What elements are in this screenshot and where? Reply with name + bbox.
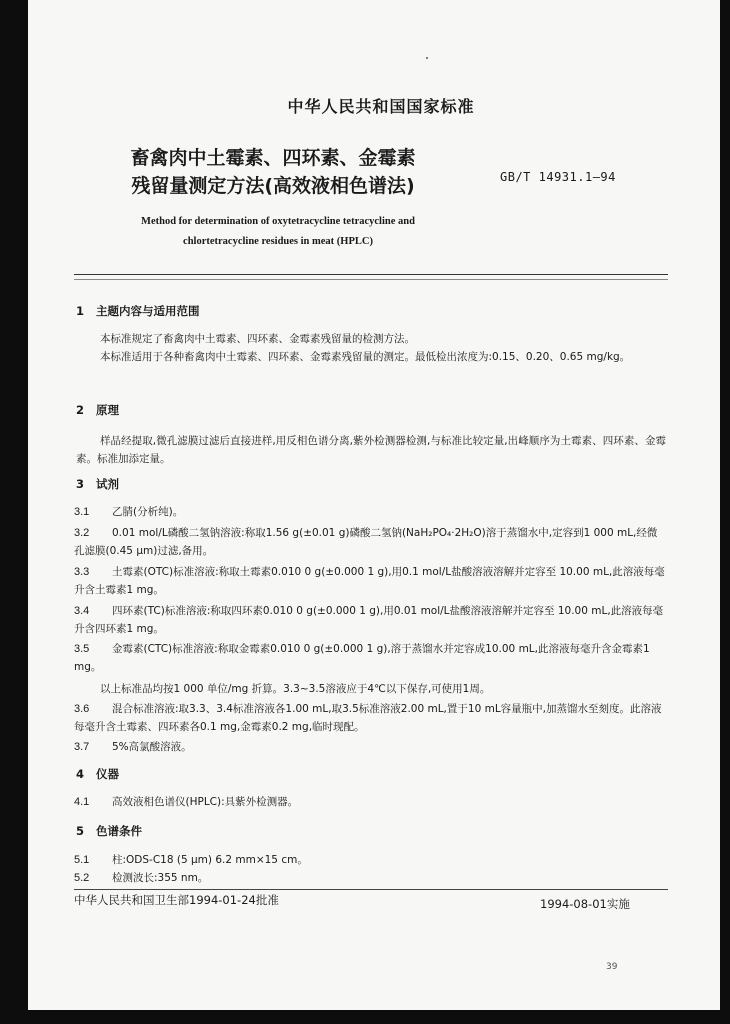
scan-speck (426, 57, 428, 59)
section-3-heading: 3 试剂 (76, 477, 119, 491)
list-item: 5.2 检测波长:355 nm。 (74, 872, 209, 884)
section-3-note: 以上标准品均按1 000 单位/mg 折算。3.3~3.5溶液应于4℃以下保存,可使用1周。 (100, 683, 491, 695)
list-item: 3.6 混合标准溶液:取3.3、3.4标准溶液各1.00 mL,取3.5标准溶液2.00 mL,置于10 mL容量瓶中,加蒸馏水至刻度。此溶液每毫升含土霉素、四环素各0.1 mg,金霉素0.2 mg,临时现配。 (74, 703, 662, 733)
list-item: 3.4 四环素(TC)标准溶液:称取四环素0.010 0 g(±0.000 1 g),用0.01 mol/L盐酸溶液溶解并定容至 10.00 mL,此溶液每毫升含四环素1 mg。 (74, 605, 664, 635)
section-2-paragraph-1: 样品经提取,微孔滤膜过滤后直接进样,用反相色谱分离,紫外检测器检测,与标准比较定量,出峰顺序为土霉素、四环素、金霉素。标准加添定量。 (76, 435, 666, 465)
header-divider-2 (74, 279, 668, 280)
list-item: 5.1 柱:ODS-C18 (5 μm) 6.2 mm×15 cm。 (74, 854, 308, 866)
section-1-heading: 1 主题内容与适用范围 (76, 304, 200, 318)
section-1-paragraph-2: 本标准适用于各种畜禽肉中土霉素、四环素、金霉素残留量的测定。最低检出浓度为:0.15、0.20、0.65 mg/kg。 (100, 351, 631, 363)
footer-divider (74, 889, 668, 890)
list-item: 3.7 5%高氯酸溶液。 (74, 741, 192, 753)
title-en-line-1: Method for determination of oxytetracycline tetracycline and (141, 216, 415, 227)
section-5-heading: 5 色谱条件 (76, 824, 142, 838)
section-4-heading: 4 仪器 (76, 767, 119, 781)
document-page (28, 0, 720, 1010)
list-item: 3.2 0.01 mol/L磷酸二氢钠溶液:称取1.56 g(±0.01 g)磷酸二氢钠(NaH₂PO₄·2H₂O)溶于蒸馏水中,定容到1 000 mL,经微孔滤膜(0.45 μm)过滤,备用。 (74, 527, 658, 557)
list-item: 3.5 金霉素(CTC)标准溶液:称取金霉素0.010 0 g(±0.000 1 g),溶于蒸馏水并定容成10.00 mL,此溶液每毫升含金霉素1 mg。 (74, 643, 650, 673)
title-en-line-2: chlortetracycline residues in meat (HPLC) (183, 236, 373, 247)
list-item: 4.1 高效液相色谱仪(HPLC):具紫外检测器。 (74, 796, 299, 808)
header-title: 中华人民共和国国家标准 (287, 97, 475, 116)
standard-code: GB/T 14931.1—94 (500, 170, 616, 184)
title-english (78, 212, 478, 252)
header-divider (74, 274, 668, 275)
section-2-heading: 2 原理 (76, 403, 119, 417)
title-line-2: 残留量测定方法(高效液相色谱法) (131, 175, 415, 197)
title-chinese (108, 144, 438, 200)
section-1-paragraph-1: 本标准规定了畜禽肉中土霉素、四环素、金霉素残留量的检测方法。 (100, 333, 415, 345)
list-item: 3.1 乙腈(分析纯)。 (74, 506, 184, 518)
implementation-date: 1994-08-01实施 (540, 897, 630, 911)
page-number: 39 (606, 962, 618, 972)
approval-line: 中华人民共和国卫生部1994-01-24批准 (74, 893, 279, 907)
title-line-1: 畜禽肉中土霉素、四环素、金霉素 (130, 147, 416, 169)
list-item: 3.3 土霉素(OTC)标准溶液:称取土霉素0.010 0 g(±0.000 1 g),用0.1 mol/L盐酸溶液溶解并定容至 10.00 mL,此溶液每毫升含土霉素1 mg。 (74, 566, 665, 596)
